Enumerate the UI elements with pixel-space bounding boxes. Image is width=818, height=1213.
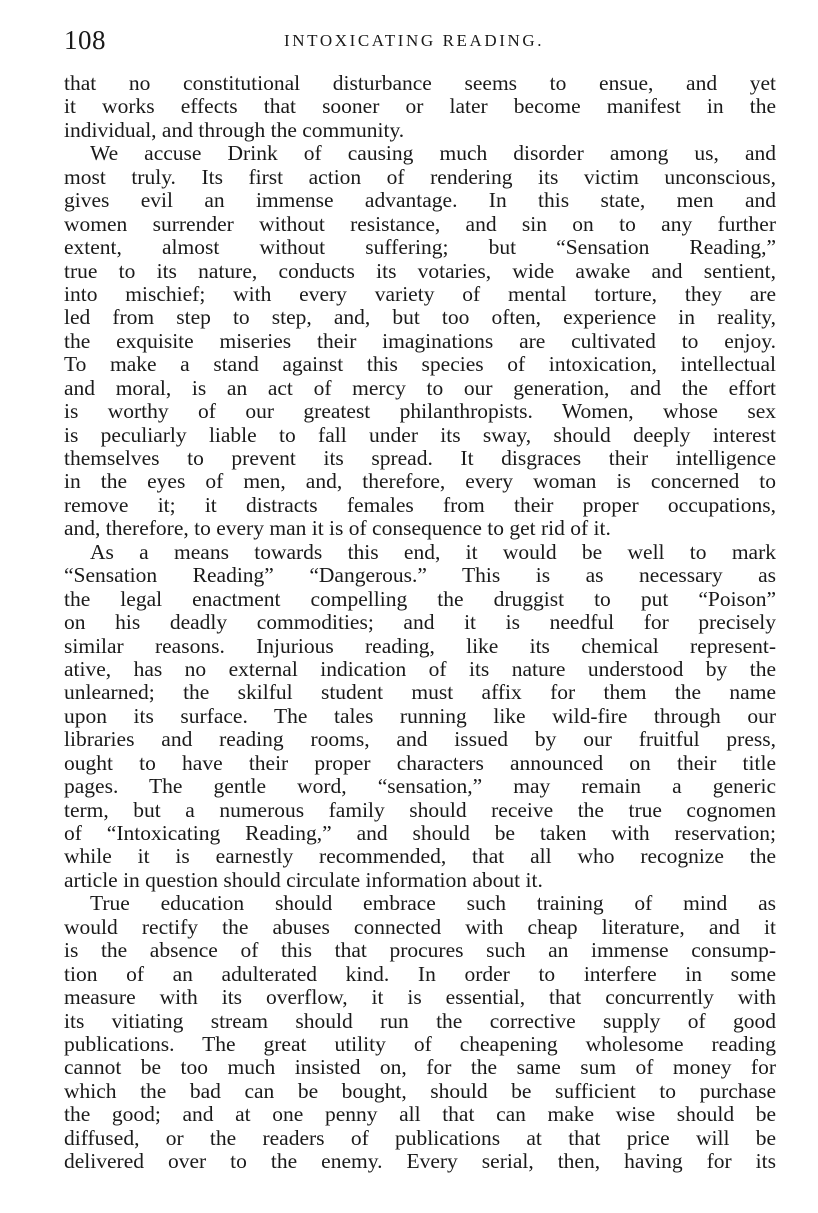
text-line: true to its nature, conducts its votaries, wide awake and sentient, [64, 258, 776, 283]
text-line: of “Intoxicating Reading,” and should be taken with reservation; [64, 821, 776, 845]
text-line: ought to have their proper characters announced on their title [64, 750, 776, 775]
text-line: the exquisite miseries their imaginations are cultivated to enjoy. [64, 328, 776, 353]
text-line: pages. The gentle word, “sensation,” may remain a generic [64, 774, 776, 799]
text-line: ative, has no external indication of its nature understood by the [64, 656, 776, 681]
text-line: article in question should circulate information about it. [64, 867, 543, 892]
text-line: cannot be too much insisted on, for the same sum of money for [64, 1055, 776, 1080]
text-line: measure with its overflow, it is essential, that concurrently with [64, 985, 776, 1010]
text-line: and moral, is an act of mercy to our generation, and the effort [64, 375, 776, 400]
text-line: themselves to prevent its spread. It disgraces their intelligence [64, 446, 776, 470]
text-line: women surrender without resistance, and sin on to any further [64, 211, 776, 236]
page-header [64, 22, 776, 58]
text-line: is worthy of our greatest philanthropists. Women, whose sex [64, 399, 776, 424]
text-line: in the eyes of men, and, therefore, every woman is concerned to [64, 469, 776, 494]
page-number: 108 [64, 25, 106, 55]
text-line: delivered over to the enemy. Every serial, then, having for its [64, 1149, 776, 1174]
text-line: the good; and at one penny all that can make wise should be [64, 1102, 776, 1127]
text-line: is the absence of this that procures such an immense consump- [64, 938, 776, 963]
text-line: into mischief; with every variety of mental torture, they are [64, 281, 776, 306]
text-line: similar reasons. Injurious reading, like its chemical represent- [64, 633, 776, 658]
body-text [64, 72, 776, 1174]
text-line: individual, and through the community. [64, 117, 405, 142]
text-line: on his deadly commodities; and it is needful for precisely [64, 610, 776, 635]
text-line: unlearned; the skilful student must affix for them the name [64, 680, 776, 705]
text-line: remove it; it distracts females from their proper occupations, [64, 492, 776, 517]
text-line: To make a stand against this species of intoxication, intellectual [64, 352, 776, 377]
text-line: most truly. Its first action of rendering its victim unconscious, [64, 164, 776, 189]
text-line: the legal enactment compelling the druggist to put “Poison” [64, 586, 776, 611]
text-line: term, but a numerous family should receive the true cognomen [64, 797, 776, 822]
running-title: INTOXICATING READING. [284, 31, 545, 50]
text-line: and, therefore, to every man it is of consequence to get rid of it. [64, 516, 611, 541]
text-line: tion of an adulterated kind. In order to interfere in some [64, 961, 776, 986]
text-line: upon its surface. The tales running like wild-fire through our [64, 703, 776, 728]
text-line: libraries and reading rooms, and issued by our fruitful press, [64, 727, 776, 752]
text-line: would rectify the abuses connected with cheap literature, and it [64, 914, 776, 939]
text-line: it works effects that sooner or later become manifest in the [64, 94, 776, 119]
text-line: publications. The great utility of cheapening wholesome reading [64, 1031, 776, 1056]
text-line: is peculiarly liable to fall under its sway, should deeply interest [64, 422, 776, 447]
text-line: its vitiating stream should run the corrective supply of good [64, 1008, 776, 1033]
text-line: diffused, or the readers of publications at that price will be [64, 1125, 776, 1150]
text-line: “Sensation Reading” “Dangerous.” This is as necessary as [64, 563, 776, 588]
text-line: while it is earnestly recommended, that all who recognize the [64, 844, 776, 869]
text-line: extent, almost without suffering; but “Sensation Reading,” [64, 235, 776, 260]
text-line: which the bad can be bought, should be sufficient to purchase [64, 1078, 776, 1103]
text-line: that no constitutional disturbance seems to ensue, and yet [64, 71, 776, 95]
text-line: As a means towards this end, it would be well to mark [90, 539, 776, 564]
text-line: True education should embrace such training of mind as [90, 891, 776, 916]
text-line: gives evil an immense advantage. In this state, men and [64, 188, 776, 213]
text-line: We accuse Drink of causing much disorder among us, and [90, 141, 776, 166]
text-line: led from step to step, and, but too often, experience in reality, [64, 305, 776, 330]
